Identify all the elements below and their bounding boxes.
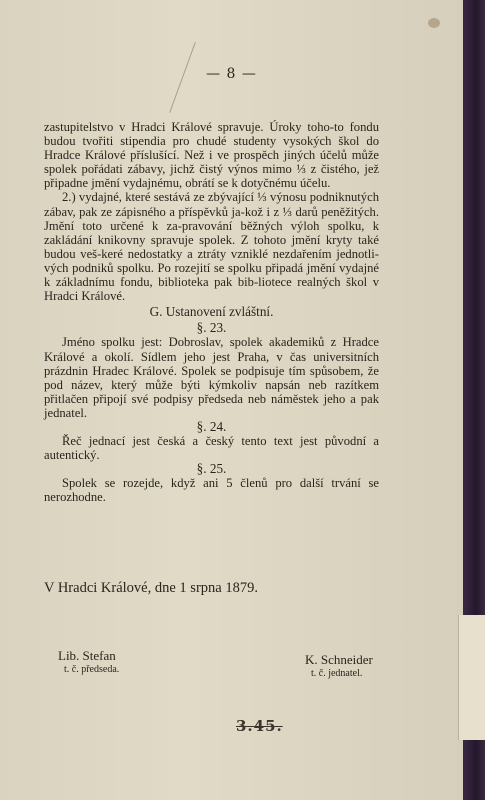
section-25-text: Spolek se rozejde, když ani 5 členů pro další trvání se nerozhodne. bbox=[44, 476, 379, 505]
section-heading-g: G. Ustanovení zvláštní. bbox=[149, 304, 274, 320]
signature-right-role: t. č. jednatel. bbox=[311, 668, 363, 679]
main-text bbox=[44, 120, 379, 505]
page-number: — 8 — bbox=[206, 66, 257, 82]
section-24-text: Řeč jednací jest česká a český tento text jest původní a autentický. bbox=[44, 434, 379, 463]
signature-left-name: Lib. Stefan bbox=[58, 648, 116, 663]
section-23-text: Jméno spolku jest: Dobroslav, spolek akademiků z Hradce Králové a okolí. Sídlem jeho jest Praha, v čas universitních prázdnin Hradec Králové. Spolek se podpisuje tím spůsobem, že pod název, který může býti kýmkoliv napsán neb razítkem přitlačen připojí své podpisy předseda neb náměstek jeho a pak jednatel. bbox=[44, 335, 379, 420]
signature-left-role: t. č. předseda. bbox=[64, 664, 120, 675]
section-24-title: §. 24. bbox=[196, 418, 227, 434]
date-line: V Hradci Králové, dne 1 srpna 1879. bbox=[44, 580, 258, 596]
section-25-title: §. 25. bbox=[196, 461, 227, 477]
spine-label-strip bbox=[458, 615, 485, 740]
stain-mark bbox=[428, 18, 440, 28]
signature-right-name: K. Schneider bbox=[305, 652, 373, 667]
paragraph-continuation: zastupitelstvo v Hradci Králové spravuje. Úroky toho-to fondu budou tvořiti stipendia pro chudé studenty vysokých škol do Hradce Králové příslušící. Než i ve prospěch jiných účelů může spolek pořádati zábavy, jichž čistý výnos mimo ⅓ z čistého, jež připadne jmění vydajnému, obrátí se k dotyčnému účelu. bbox=[44, 120, 379, 191]
signature-left bbox=[58, 648, 119, 675]
signature-right bbox=[305, 652, 373, 679]
section-23-title: §. 23. bbox=[196, 320, 227, 336]
paragraph-item-2: 2.) vydajné, které sestává ze zbývající ⅓ výnosu podniknutých zábav, pak ze zápisného a příspěvků ja-kož i z ⅓ darů peněžitých. Jmění toto určené k za-pravování běžných výloh spolku, k zakládání knikovny spravuje spolek. Z tohoto jmění kryty také budou veš-keré nedostatky a ztráty vzniklé nezdařením jednotli-vých podniků spolku. Po rozejití se spolku připadá jmění vydajné k základnímu fondu, biblioteka pak bib-liotece realných škol v Hradci Králové. bbox=[44, 190, 379, 304]
handwritten-mark: 3.45. bbox=[236, 717, 283, 735]
